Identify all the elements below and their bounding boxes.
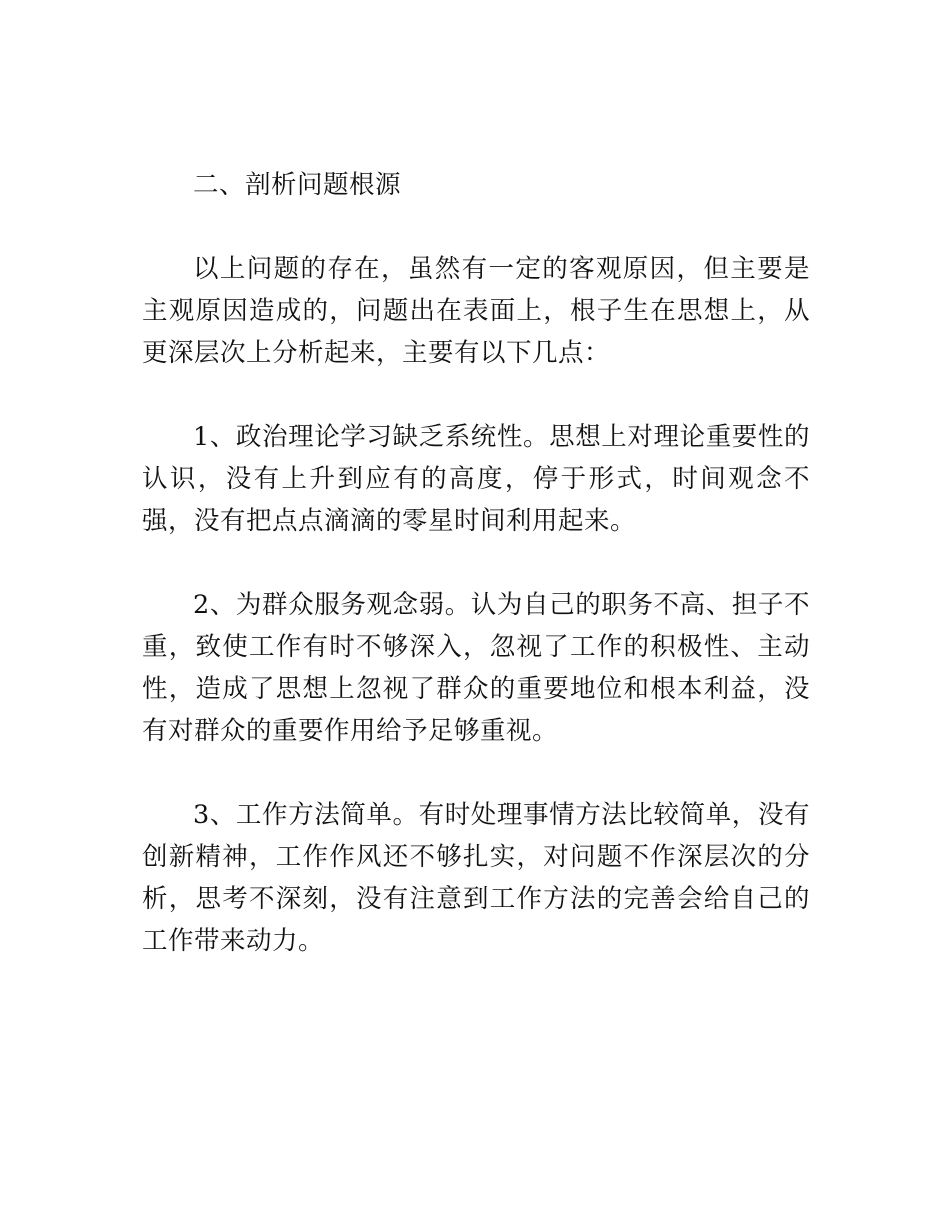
document-body: [142, 164, 810, 962]
intro-paragraph: 以上问题的存在，虽然有一定的客观原因，但主要是主观原因造成的，问题出在表面上，根子生在思想上，从更深层次上分析起来，主要有以下几点：: [142, 254, 810, 368]
point-1-paragraph: 1、政治理论学习缺乏系统性。思想上对理论重要性的认识，没有上升到应有的高度，停于形式，时间观念不强，没有把点点滴滴的零星时间利用起来。: [142, 422, 810, 536]
section-heading: 二、剖析问题根源: [193, 170, 402, 200]
point-2-paragraph: 2、为群众服务观念弱。认为自己的职务不高、担子不重，致使工作有时不够深入，忽视了工作的积极性、主动性，造成了思想上忽视了群众的重要地位和根本利益，没有对群众的重要作用给予足够重视。: [142, 590, 810, 746]
point-3-paragraph: 3、工作方法简单。有时处理事情方法比较简单，没有创新精神，工作作风还不够扎实，对问题不作深层次的分析，思考不深刻，没有注意到工作方法的完善会给自己的工作带来动力。: [142, 800, 810, 956]
